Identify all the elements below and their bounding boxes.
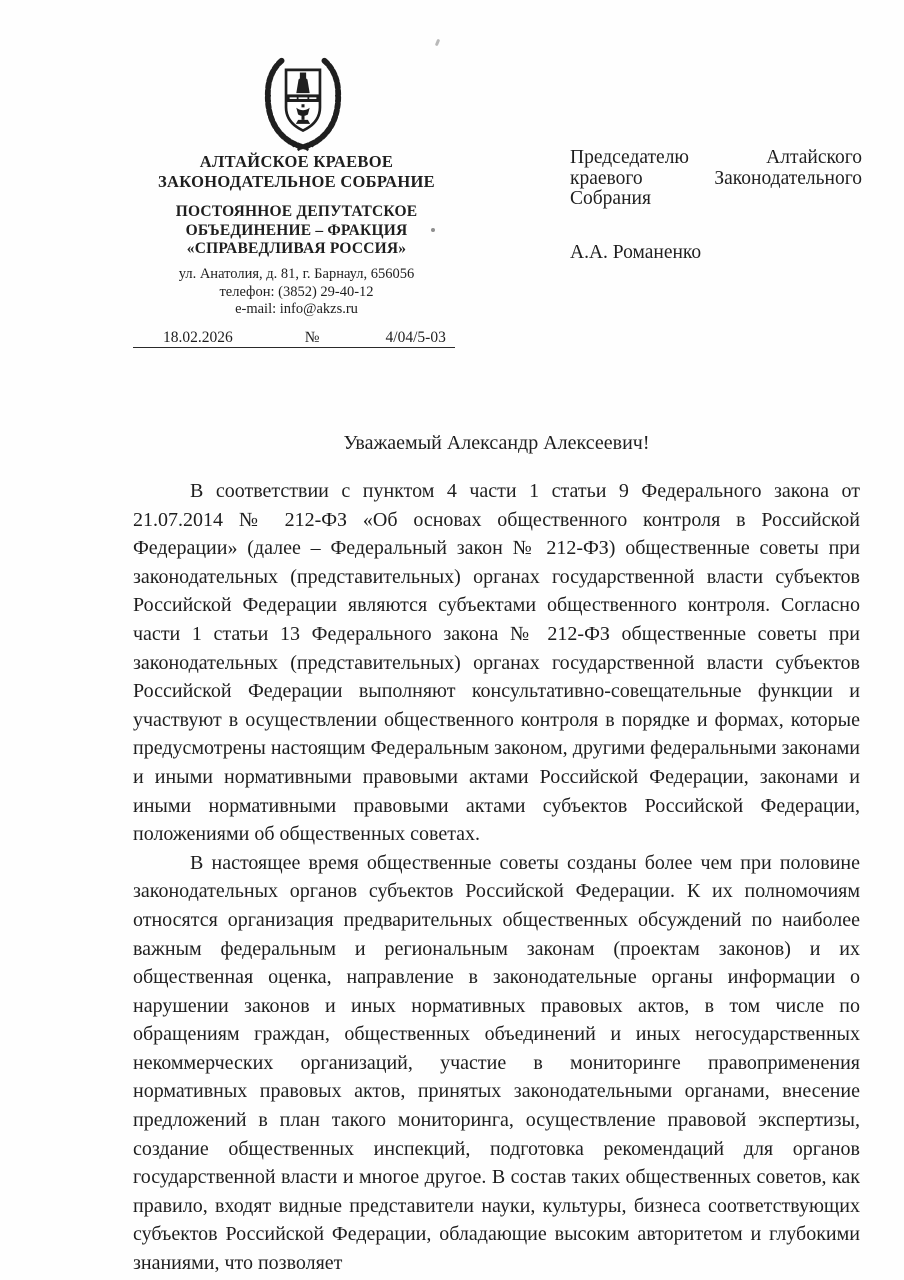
letter-body	[133, 477, 860, 1278]
org-name-line1: АЛТАЙСКОЕ КРАЕВОЕ	[199, 152, 394, 171]
contact-block	[133, 266, 460, 319]
salutation: Уважаемый Александр Алексеевич!	[343, 432, 650, 454]
faction-name	[133, 203, 460, 259]
faction-line1: ПОСТОЯННОЕ ДЕПУТАТСКОЕ	[175, 203, 418, 220]
recipient-name: А.А. Романенко	[570, 242, 702, 263]
date-number-row	[133, 326, 455, 348]
letter-date: 18.02.2026	[163, 329, 233, 346]
recipient-title: Председателю Алтайского краевого Законодательного Собрания	[570, 147, 862, 209]
organization-name	[133, 152, 460, 192]
postal-address: ул. Анатолия, д. 81, г. Барнаул, 656056	[178, 266, 415, 282]
faction-line2: ОБЪЕДИНЕНИЕ – ФРАКЦИЯ	[185, 221, 408, 239]
faction-line3: «СПРАВЕДЛИВАЯ РОССИЯ»	[186, 240, 407, 257]
email-address: e-mail: info@akzs.ru	[235, 301, 358, 317]
scan-artifact-dot	[431, 228, 435, 232]
body-paragraph-2: В настоящее время общественные советы созданы более чем при половине законодательных органов субъектов Российской Федерации. К их полномочиям относятся организация предварительных общественных обсуждений по наиболее важным федеральным и региональным законам (проектам законов) и их общественная оценка, направление в законодательные органы информации о нарушении законов и иных нормативных правовых актов, в том числе по обращениям граждан, общественных объединений и иных негосударственных некоммерческих организаций, участие в мониторинге правоприменения нормативных правовых актов, принятых законодательными органами, внесение предложений в план такого мониторинга, осуществление правовой экспертизы, создание общественных инспекций, подготовка рекомендаций для органов государственной власти и многое другое. В состав таких общественных советов, как правило, входят видные представители науки, культуры, бизнеса соответствующих субъектов Российской Федерации, обладающие высоким авторитетом и глубокими знаниями, что позволяет	[133, 851, 860, 1275]
document-number: 4/04/5-03	[385, 329, 446, 346]
scan-artifact-speck	[435, 39, 440, 47]
coat-of-arms-icon	[256, 52, 350, 152]
number-sign: №	[304, 329, 320, 346]
body-paragraph-1: В соответствии с пунктом 4 части 1 статьи 9 Федерального закона от 21.07.2014 № 212-ФЗ «Об основах общественного контроля в Российской Федерации» (далее – Федеральный закон № 212-ФЗ) общественные советы при законодательных (представительных) органах государственной власти субъектов Российской Федерации являются субъектами общественного контроля. Согласно части 1 статьи 13 Федерального закона № 212-ФЗ общественные советы при законодательных (представительных) органах государственной власти субъектов Российской Федерации выполняют консультативно-совещательные функции и участвуют в осуществлении общественного контроля в порядке и формах, которые предусмотрены настоящим Федеральным законом, другими федеральными законами и иными нормативными правовыми актами Российской Федерации, законами и иными нормативными правовыми актами субъектов Российской Федерации, положениями об общественных советах.	[133, 480, 860, 846]
phone-number: телефон: (3852) 29-40-12	[219, 283, 374, 300]
org-name-line2: ЗАКОНОДАТЕЛЬНОЕ СОБРАНИЕ	[158, 172, 435, 191]
